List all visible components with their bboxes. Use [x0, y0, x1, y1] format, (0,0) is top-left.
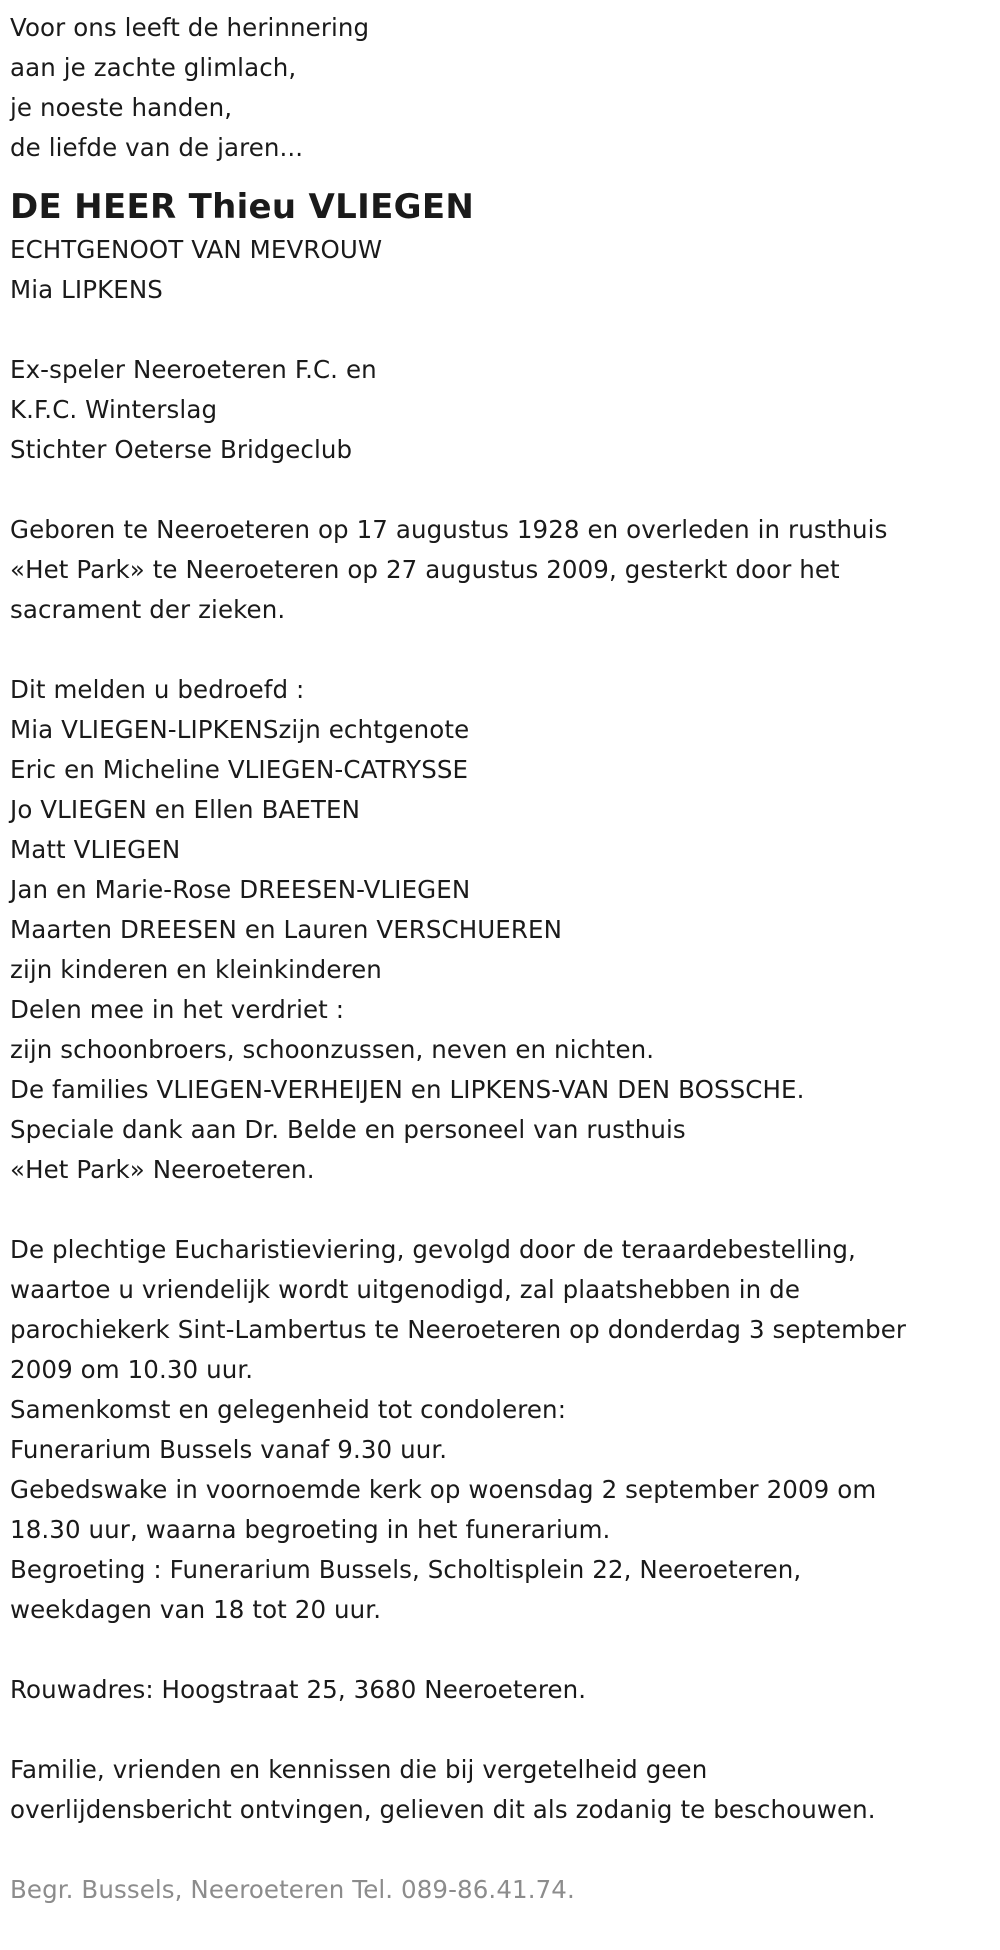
- service-line: Funerarium Bussels vanaf 9.30 uur.: [10, 1435, 448, 1464]
- spacer: [10, 1190, 995, 1230]
- family-section: [10, 670, 995, 1190]
- birth-death-line: sacrament der zieken.: [10, 595, 286, 624]
- spouse-line: ECHTGENOOT VAN MEVROUW: [10, 235, 383, 264]
- notice-section: [10, 1750, 995, 1830]
- notice-line: Familie, vrienden en kennissen die bij vergetelheid geen: [10, 1755, 708, 1784]
- service-line: 2009 om 10.30 uur.: [10, 1355, 254, 1384]
- poem-line: aan je zachte glimlach,: [10, 53, 297, 82]
- bio-line: K.F.C. Winterslag: [10, 395, 218, 424]
- poem-line: de liefde van de jaren...: [10, 133, 304, 162]
- spacer: [10, 1630, 995, 1670]
- obituary-notice: [10, 8, 995, 1910]
- service-section: [10, 1230, 995, 1630]
- birth-death-section: [10, 510, 995, 630]
- spouse-section: [10, 230, 995, 310]
- deceased-name-title: DE HEER Thieu VLIEGEN: [10, 187, 475, 227]
- birth-death-line: Geboren te Neeroeteren op 17 augustus 1928 en overleden in rusthuis: [10, 515, 888, 544]
- family-line: Jo VLIEGEN en Ellen BAETEN: [10, 795, 360, 824]
- family-line: Mia VLIEGEN-LIPKENSzijn echtgenote: [10, 715, 470, 744]
- spacer: [10, 310, 995, 350]
- poem-line: je noeste handen,: [10, 93, 233, 122]
- spacer: [10, 470, 995, 510]
- spacer: [10, 630, 995, 670]
- spacer: [10, 1710, 995, 1750]
- bio-line: Stichter Oeterse Bridgeclub: [10, 435, 353, 464]
- service-line: parochiekerk Sint-Lambertus te Neeroeteren op donderdag 3 september: [10, 1315, 907, 1344]
- notice-line: overlijdensbericht ontvingen, gelieven dit als zodanig te beschouwen.: [10, 1795, 876, 1824]
- family-line: Matt VLIEGEN: [10, 835, 181, 864]
- service-line: Gebedswake in voornoemde kerk op woensdag 2 september 2009 om: [10, 1475, 877, 1504]
- undertaker-footer: Begr. Bussels, Neeroeteren Tel. 089-86.41.74.: [10, 1875, 575, 1904]
- family-line: zijn schoonbroers, schoonzussen, neven en nichten.: [10, 1035, 655, 1064]
- bio-section: [10, 350, 995, 470]
- family-line: Jan en Marie-Rose DREESEN-VLIEGEN: [10, 875, 471, 904]
- poem: [10, 8, 995, 168]
- mourning-address: Rouwadres: Hoogstraat 25, 3680 Neeroeteren.: [10, 1675, 587, 1704]
- service-line: Samenkomst en gelegenheid tot condoleren:: [10, 1395, 567, 1424]
- bio-line: Ex-speler Neeroeteren F.C. en: [10, 355, 377, 384]
- family-line: De families VLIEGEN-VERHEIJEN en LIPKENS-VAN DEN BOSSCHE.: [10, 1075, 805, 1104]
- family-line: Dit melden u bedroefd :: [10, 675, 305, 704]
- service-line: De plechtige Eucharistieviering, gevolgd door de teraardebestelling,: [10, 1235, 856, 1264]
- service-line: 18.30 uur, waarna begroeting in het funerarium.: [10, 1515, 611, 1544]
- family-line: Maarten DREESEN en Lauren VERSCHUEREN: [10, 915, 563, 944]
- family-line: zijn kinderen en kleinkinderen: [10, 955, 382, 984]
- family-line: Eric en Micheline VLIEGEN-CATRYSSE: [10, 755, 469, 784]
- service-line: weekdagen van 18 tot 20 uur.: [10, 1595, 382, 1624]
- service-line: waartoe u vriendelijk wordt uitgenodigd, zal plaatshebben in de: [10, 1275, 801, 1304]
- birth-death-line: «Het Park» te Neeroeteren op 27 augustus 2009, gesterkt door het: [10, 555, 840, 584]
- family-line: Delen mee in het verdriet :: [10, 995, 345, 1024]
- spouse-line: Mia LIPKENS: [10, 275, 163, 304]
- family-line: Speciale dank aan Dr. Belde en personeel van rusthuis: [10, 1115, 686, 1144]
- service-line: Begroeting : Funerarium Bussels, Scholtisplein 22, Neeroeteren,: [10, 1555, 802, 1584]
- poem-line: Voor ons leeft de herinnering: [10, 13, 370, 42]
- spacer: [10, 1830, 995, 1870]
- family-line: «Het Park» Neeroeteren.: [10, 1155, 315, 1184]
